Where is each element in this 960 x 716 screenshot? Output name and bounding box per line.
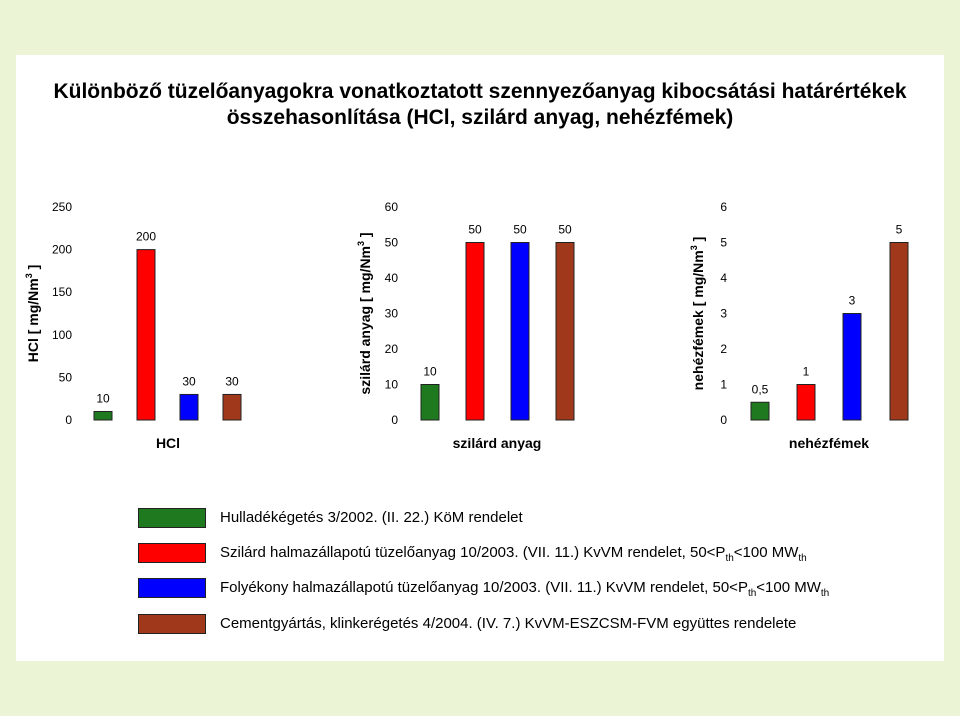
legend-label: Hulladékégetés 3/2002. (II. 22.) KöM rendelet — [220, 509, 523, 526]
bar — [421, 385, 439, 421]
y-tick-label: 1 — [720, 377, 727, 392]
y-tick-label: 250 — [51, 200, 72, 214]
bar — [466, 243, 484, 421]
title-line-2: összehasonlítása (HCl, szilárd anyag, nehézfémek) — [226, 106, 734, 129]
y-axis-label: nehézfémek [ mg/Nm$^3$ ] — [689, 236, 706, 391]
legend-label: Folyékony halmazállapotú tüzelőanyag 10/2003. (VII. 11.) KvVM rendelet, $50<P_{th}<100$ $MW_{th}$ — [220, 579, 830, 599]
y-tick-label: 10 — [384, 377, 398, 392]
bar — [556, 243, 574, 421]
bar — [94, 411, 112, 420]
bar — [137, 250, 155, 420]
data-label: 10 — [96, 391, 110, 406]
legend-swatch — [138, 614, 206, 634]
data-label: 1 — [802, 364, 810, 379]
x-axis-label: nehézfémek — [788, 435, 870, 451]
y-tick-label: 100 — [51, 327, 72, 342]
data-label: 0,5 — [751, 382, 769, 397]
data-label: 50 — [468, 222, 482, 237]
legend-label: Cementgyártás, klinkerégetés 4/2004. (IV. 7.) KvVM-ESZCSM-FVM együttes rendelete — [220, 615, 797, 632]
legend-swatch — [138, 543, 206, 563]
data-label: 5 — [895, 222, 903, 237]
data-label: 200 — [135, 229, 157, 244]
y-tick-label: 4 — [720, 271, 727, 285]
bar — [843, 314, 861, 421]
y-tick-label: 40 — [384, 271, 398, 285]
y-tick-label: 6 — [720, 200, 727, 214]
legend-swatch — [138, 508, 206, 528]
y-axis-label: szilárd anyag [ mg/Nm$^3$ ] — [356, 232, 373, 395]
data-label: 50 — [558, 222, 572, 237]
data-label: 3 — [848, 293, 856, 308]
x-axis-label: szilárd anyag — [452, 435, 542, 451]
data-label: 10 — [423, 364, 437, 379]
y-tick-label: 50 — [58, 370, 72, 385]
bar — [223, 394, 241, 420]
legend-swatch — [138, 578, 206, 598]
data-label: 30 — [182, 374, 196, 389]
x-axis-label: HCl — [155, 435, 181, 451]
y-tick-label: 200 — [51, 242, 72, 257]
bar — [797, 385, 815, 421]
data-label: 50 — [513, 222, 527, 237]
y-tick-label: 0 — [720, 413, 727, 427]
legend-label: Szilárd halmazállapotú tüzelőanyag 10/2003. (VII. 11.) KvVM rendelet, $50<P_{th}<100$ $MW_{th}$ — [220, 544, 807, 564]
y-tick-label: 20 — [384, 342, 398, 356]
y-tick-label: 0 — [391, 413, 398, 427]
title-line-1: Különböző tüzelőanyagokra vonatkoztatott szennyezőanyag kibocsátási határértékek — [53, 80, 907, 103]
bar — [511, 243, 529, 421]
y-tick-label: 3 — [720, 306, 727, 321]
y-tick-label: 0 — [65, 413, 72, 427]
y-tick-label: 60 — [384, 200, 398, 214]
y-tick-label: 5 — [720, 235, 727, 250]
y-tick-label: 2 — [720, 342, 727, 356]
y-tick-label: 150 — [51, 285, 72, 300]
bar — [180, 394, 198, 420]
data-label: 30 — [225, 374, 239, 389]
bar — [890, 243, 908, 421]
y-axis-label: HCl [ mg/Nm$^3$ ] — [24, 264, 41, 363]
y-tick-label: 50 — [384, 235, 398, 250]
bar — [751, 402, 769, 420]
y-tick-label: 30 — [384, 306, 398, 321]
